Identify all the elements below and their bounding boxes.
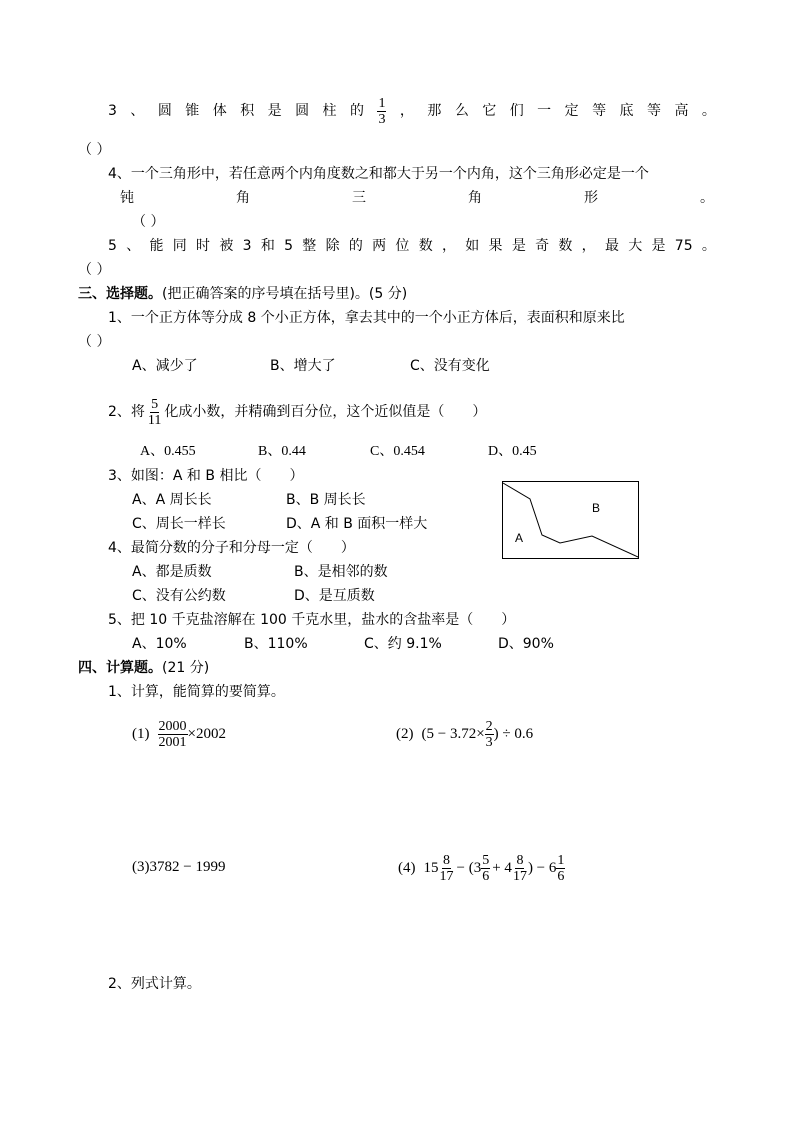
choice-q4-option-a: A、都是质数 xyxy=(132,564,212,580)
choice-q2-option-d: D、0.45 xyxy=(488,444,537,459)
judge-q4-line1: 4、一个三角形中，若任意两个内角度数之和都大于另一个内角，这个三角形必定是一个 xyxy=(108,166,649,182)
calc-problem-3: (3)3782 − 1999 xyxy=(132,859,226,875)
choice-q3-text: 3、如图：A 和 B 相比（ ） xyxy=(108,468,304,484)
calc-problem-1: (1) $\frac{2000}{2001}$ ×2002 xyxy=(132,718,226,750)
judge-q3-answer-paren[interactable]: （ ） xyxy=(78,142,111,158)
judge-q3-line: 3 、 圆 锥 体 积 是 圆 柱 的 $\frac{1}{3}$ ， 那 么 它 们 一 定 等 底 等 高 。 xyxy=(108,95,716,127)
section4-title: 四、计算题。 xyxy=(78,660,162,676)
choice-q1-answer-paren[interactable]: （ ） xyxy=(78,334,111,350)
choice-q5-option-d: D、90% xyxy=(498,636,554,652)
choice-q5-text: 5、把 10 千克盐溶解在 100 千克水里，盐水的含盐率是（ ） xyxy=(108,612,516,628)
calc-sub1-instruction: 1、计算，能简算的要简算。 xyxy=(108,684,285,700)
calc-problem-4: (4) 15 $\frac{8}{17}$ − (3 $\frac{5}{6}$ + 4 $\frac{8}{17}$ ) − 6 $\frac{1}{6}$ xyxy=(398,852,565,884)
a-b-region-figure xyxy=(502,481,640,560)
choice-q1-option-b: B、增大了 xyxy=(270,358,336,374)
choice-q2-text: 2、将 $\frac{5}{11}$ 化成小数，并精确到百分位，这个近似值是（ ） xyxy=(108,396,487,428)
fraction-2-3: $\frac{2}{3}$ xyxy=(485,718,493,750)
section4-score: (21 分) xyxy=(162,660,210,676)
choice-q3-option-d: D、A 和 B 面积一样大 xyxy=(286,516,428,532)
section3-note: (把正确答案的序号填在括号里)。(5 分) xyxy=(162,286,408,302)
choice-q2-option-b: B、0.44 xyxy=(258,444,306,459)
fraction-5-11: $\frac{5}{11}$ xyxy=(147,396,162,428)
calc-sub2-instruction: 2、列式计算。 xyxy=(108,976,201,992)
section3-title: 三、选择题。 xyxy=(78,286,162,302)
choice-q4-option-d: D、是互质数 xyxy=(294,588,375,604)
choice-q4-option-c: C、没有公约数 xyxy=(132,588,226,604)
judge-q4-answer-paren[interactable]: （ ） xyxy=(132,214,165,230)
choice-q3-option-b: B、B 周长长 xyxy=(286,492,366,508)
calc-problem-2: (2) (5 − 3.72× $\frac{2}{3}$ ) ÷ 0.6 xyxy=(396,718,534,750)
choice-q3-option-a: A、A 周长长 xyxy=(132,492,212,508)
choice-q4-text: 4、最简分数的分子和分母一定（ ） xyxy=(108,540,355,556)
choice-q4-option-b: B、是相邻的数 xyxy=(294,564,388,580)
choice-q2-option-c: C、0.454 xyxy=(370,444,425,459)
choice-q5-option-a: A、10% xyxy=(132,636,187,652)
section4-heading xyxy=(78,659,209,677)
fraction-1-6: $\frac{1}{6}$ xyxy=(557,852,565,884)
judge-q5-line: 5 、 能 同 时 被 3 和 5 整 除 的 两 位 数 ， 如 果 是 奇 数 ， 最 大 是 75 。 xyxy=(108,238,716,254)
choice-q3-option-c: C、周长一样长 xyxy=(132,516,226,532)
fraction-5-6: $\frac{5}{6}$ xyxy=(482,852,490,884)
fraction-8-17-b: $\frac{8}{17}$ xyxy=(512,852,527,884)
choice-q1-text: 1、一个正方体等分成 8 个小正方体，拿去其中的一个小正方体后，表面积和原来比 xyxy=(108,310,625,326)
choice-q1-option-c: C、没有变化 xyxy=(410,358,490,374)
choice-q5-option-b: B、110% xyxy=(244,636,308,652)
judge-q5-answer-paren[interactable]: （ ） xyxy=(78,262,111,278)
fraction-8-17: $\frac{8}{17}$ xyxy=(439,852,454,884)
judge-q4-line2: 钝 角 三 角 形 。 xyxy=(120,190,714,206)
region-a-label: A xyxy=(515,531,524,545)
choice-q5-option-c: C、约 9.1% xyxy=(364,636,442,652)
choice-q2-option-a: A、0.455 xyxy=(140,444,196,459)
fraction-one-third: $\frac{1}{3}$ xyxy=(378,95,386,127)
fraction-2000-2001: $\frac{2000}{2001}$ xyxy=(158,718,187,750)
section3-heading xyxy=(78,285,407,303)
choice-q1-option-a: A、减少了 xyxy=(132,358,198,374)
region-b-label: B xyxy=(592,501,601,515)
